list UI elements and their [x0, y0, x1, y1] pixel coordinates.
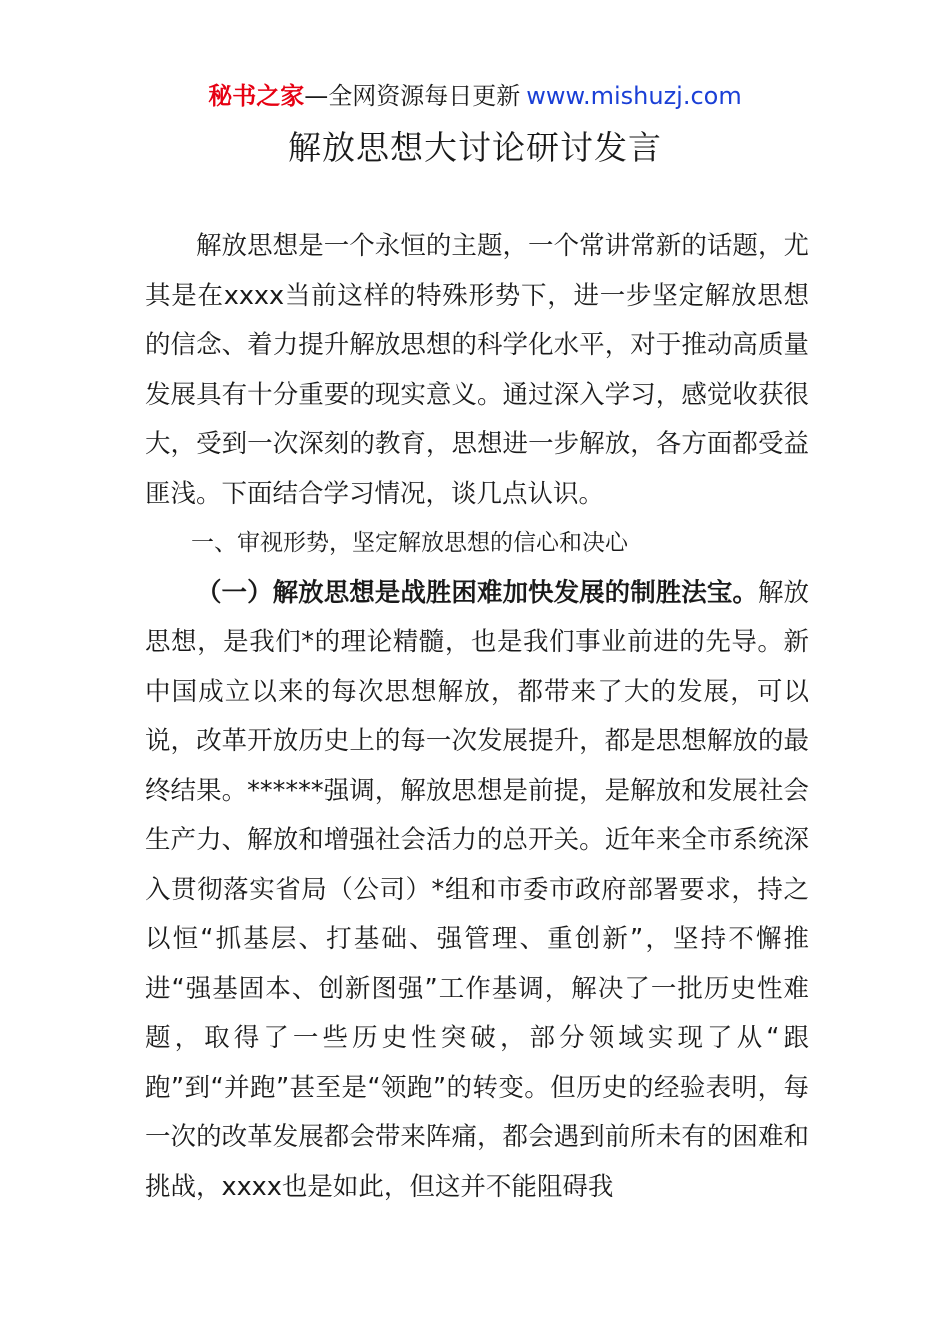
brand-name: 秘书之家: [208, 82, 305, 110]
subsection-title: （一）解放思想是战胜困难加快发展的制胜法宝。: [196, 577, 758, 608]
document-body: [145, 222, 809, 1212]
section-heading: 一、审视形势，坚定解放思想的信心和决心: [191, 530, 628, 556]
document-title: 解放思想大讨论研讨发言: [288, 128, 662, 167]
intro-paragraph: 解放思想是一个永恒的主题，一个常讲常新的话题，尤其是在xxxx当前这样的特殊形势下，进一步坚定解放思想的信念、着力提升解放思想的科学化水平，对于推动高质量发展具有十分重要的现实意义。通过深入学习，感觉收获很大，受到一次深刻的教育，思想进一步解放，各方面都受益匪浅。下面结合学习情况，谈几点认识。: [145, 231, 809, 509]
site-url-link[interactable]: www.mishuzj.com: [526, 82, 742, 110]
banner-tagline: —全网资源每日更新: [304, 82, 521, 110]
site-banner: [0, 80, 950, 112]
subsection-body: 解放思想，是我们*的理论精髓，也是我们事业前进的先导。新中国成立以来的每次思想解放，都带来了大的发展，可以说，改革开放历史上的每一次发展提升，都是思想解放的最终结果。******强调，解放思想是前提，是解放和发展社会生产力、解放和增强社会活力的总开关。近年来全市系统深入贯彻落实省局（公司）*组和市委市政府部署要求，持之以恒“抓基层、打基础、强管理、重创新”，坚持不懈推进“强基固本、创新图强”工作基调，解决了一批历史性难题，取得了一些历史性突破，部分领域实现了从“跟跑”到“并跑”甚至是“领跑”的转变。但历史的经验表明，每一次的改革发展都会带来阵痛，都会遇到前所未有的困难和挑战，xxxx也是如此，但这并不能阻碍我: [145, 577, 809, 1202]
subsection-paragraph: [145, 569, 809, 1213]
